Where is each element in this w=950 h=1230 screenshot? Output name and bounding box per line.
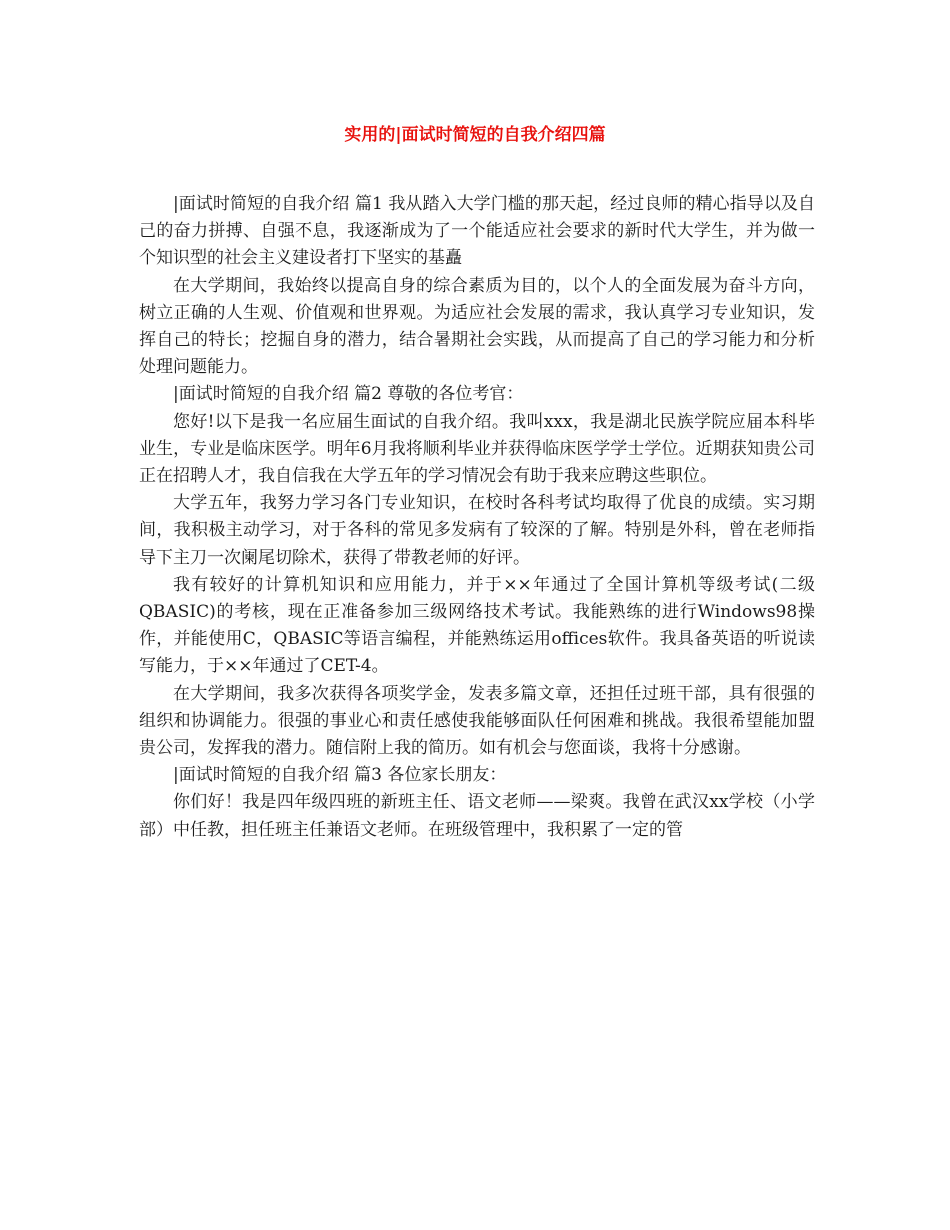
document-body: [139, 191, 815, 844]
paragraph: |面试时简短的自我介绍 篇2 尊敬的各位考官：: [173, 384, 524, 405]
paragraph: 在大学期间，我多次获得各项奖学金，发表多篇文章，还担任过班干部，具有很强的组织和协调能力。很强的事业心和责任感使我能够面队任何困难和挑战。我很希望能加盟贵公司，发挥我的潜力。随信附上我的简历。如有机会与您面谈，我将十分感谢。: [139, 683, 815, 759]
paragraph: 您好!以下是我一名应届生面试的自我介绍。我叫xxx，我是湖北民族学院应届本科毕业生，专业是临床医学。明年6月我将顺利毕业并获得临床医学学士学位。近期获知贵公司正在招聘人才，我自信我在大学五年的学习情况会有助于我来应聘这些职位。: [139, 411, 815, 487]
paragraph: 我有较好的计算机知识和应用能力，并于××年通过了全国计算机等级考试(二级QBASIC)的考核，现在正准备参加三级网络技术考试。我能熟练的进行Windows98操作，并能使用C，QBASIC等语言编程，并能熟练运用offices软件。我具备英语的听说读写能力，于××年通过了CET-4。: [139, 574, 815, 677]
paragraph: 大学五年，我努力学习各门专业知识，在校时各科考试均取得了优良的成绩。实习期间，我积极主动学习，对于各科的常见多发病有了较深的了解。特别是外科，曾在老师指导下主刀一次阑尾切除术，获得了带教老师的好评。: [139, 493, 815, 568]
document-title: 实用的|面试时简短的自我介绍四篇: [344, 125, 606, 145]
paragraph: 在大学期间，我始终以提高自身的综合素质为目的，以个人的全面发展为奋斗方向，树立正确的人生观、价值观和世界观。为适应社会发展的需求，我认真学习专业知识，发挥自己的特长；挖掘自身的潜力，结合暑期社会实践，从而提高了自己的学习能力和分析处理问题能力。: [139, 275, 815, 378]
paragraph: |面试时简短的自我介绍 篇3 各位家长朋友：: [173, 765, 507, 786]
paragraph: 你们好！我是四年级四班的新班主任、语文老师——梁爽。我曾在武汉xx学校（小学部）中任教，担任班主任兼语文老师。在班级管理中，我积累了一定的管: [139, 792, 815, 840]
paragraph: |面试时简短的自我介绍 篇1 我从踏入大学门槛的那天起，经过良师的精心指导以及自己的奋力拼搏、自强不息，我逐渐成为了一个能适应社会要求的新时代大学生，并为做一个知识型的社会主义建设者打下坚实的基矗: [139, 194, 815, 269]
